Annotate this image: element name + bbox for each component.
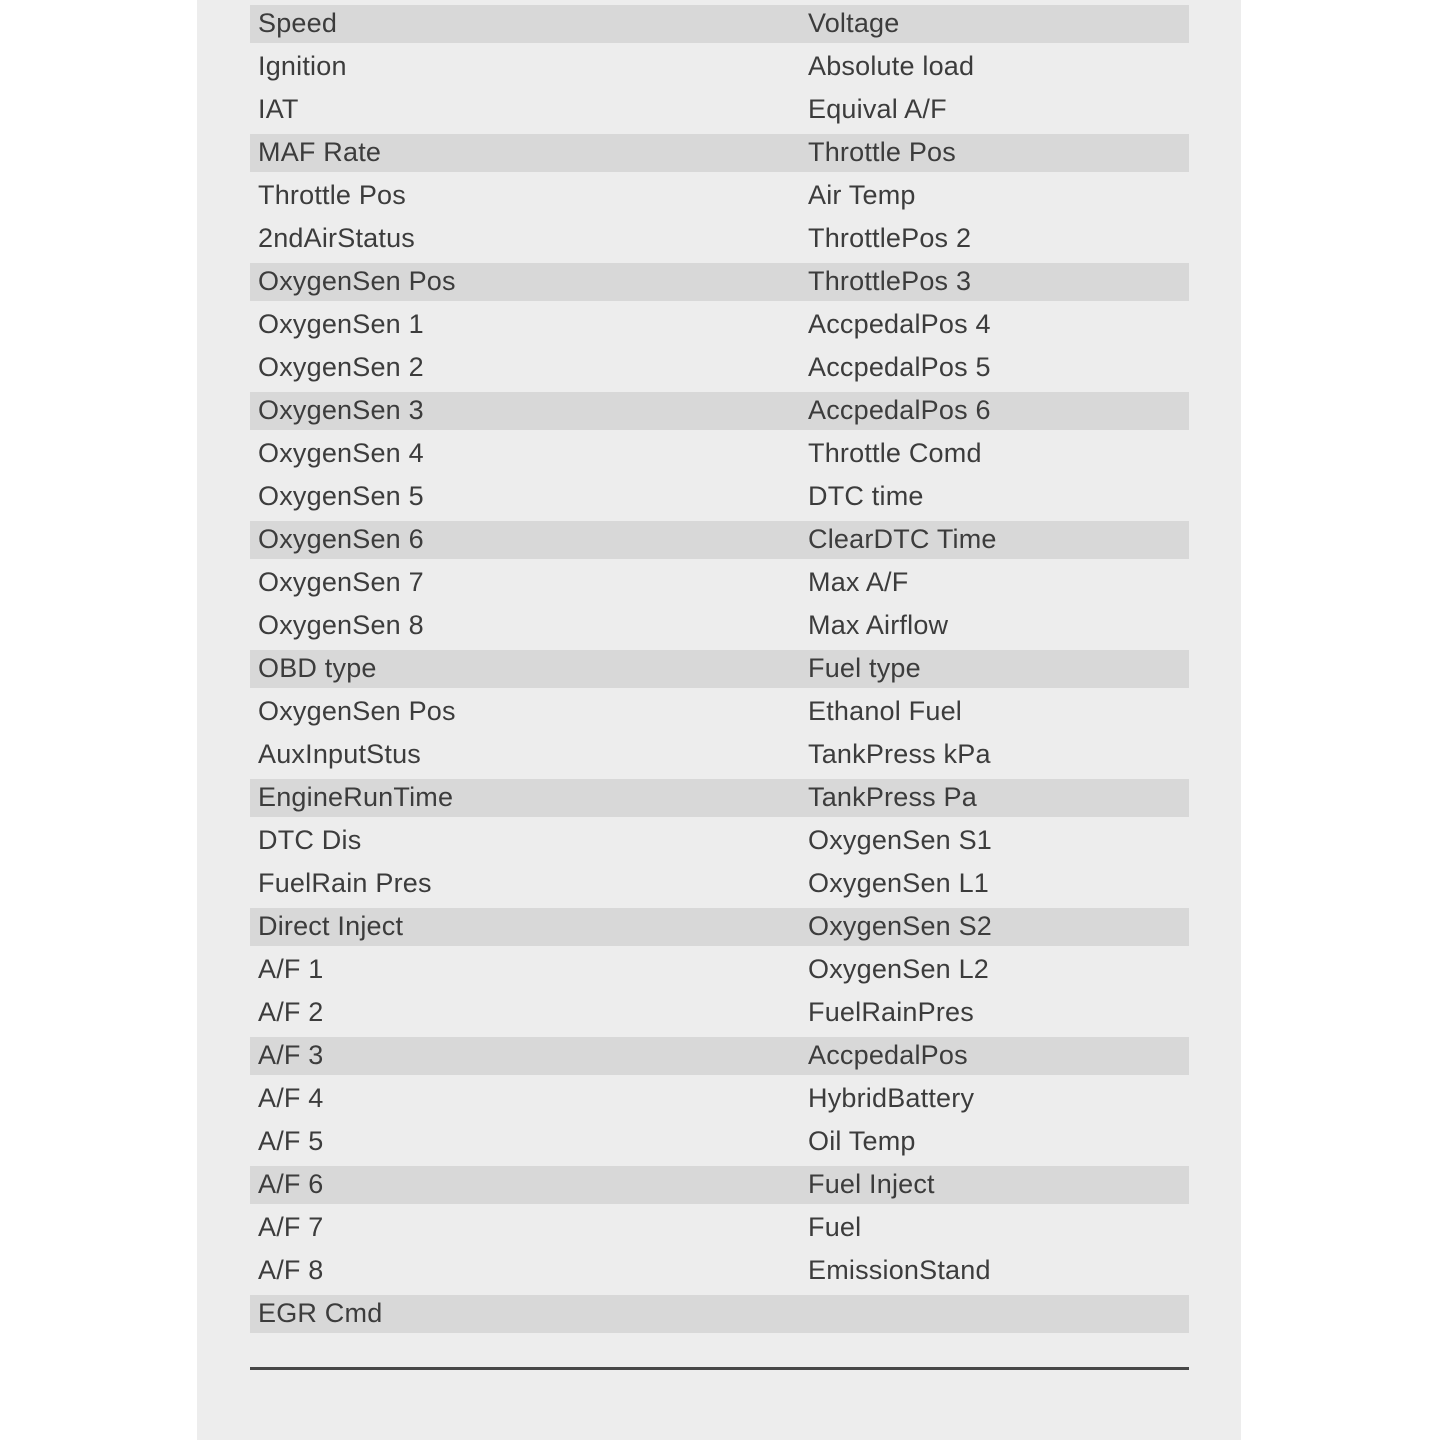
parameter-row bbox=[250, 604, 1189, 647]
parameter-item-right[interactable]: OxygenSen L1 bbox=[808, 868, 990, 898]
parameter-item-left[interactable]: Speed bbox=[258, 8, 338, 38]
parameter-item-right[interactable]: OxygenSen S2 bbox=[808, 911, 993, 941]
parameter-item-right[interactable]: TankPress kPa bbox=[808, 739, 991, 769]
parameter-item-left[interactable]: OxygenSen 2 bbox=[258, 352, 424, 382]
parameter-item-right[interactable]: DTC time bbox=[808, 481, 924, 511]
parameter-item-left[interactable]: A/F 2 bbox=[258, 997, 324, 1027]
parameter-item-left[interactable]: A/F 8 bbox=[258, 1255, 324, 1285]
parameter-item-left[interactable]: A/F 1 bbox=[258, 954, 324, 984]
parameter-item-right[interactable]: Max Airflow bbox=[808, 610, 949, 640]
parameter-row bbox=[250, 475, 1189, 518]
parameter-item-right[interactable]: ClearDTC Time bbox=[808, 524, 997, 554]
bottom-divider bbox=[250, 1367, 1189, 1370]
parameter-item-right[interactable]: OxygenSen L2 bbox=[808, 954, 990, 984]
parameter-row bbox=[250, 303, 1189, 346]
parameter-row bbox=[250, 991, 1189, 1034]
parameter-item-left[interactable]: FuelRain Pres bbox=[258, 868, 432, 898]
parameter-item-left[interactable]: EngineRunTime bbox=[258, 782, 454, 812]
parameter-item-left[interactable]: A/F 3 bbox=[258, 1040, 324, 1070]
parameter-item-left[interactable]: OxygenSen 7 bbox=[258, 567, 424, 597]
parameter-item-right[interactable]: Throttle Comd bbox=[808, 438, 982, 468]
parameter-row bbox=[250, 88, 1189, 131]
parameter-item-left[interactable]: OxygenSen 1 bbox=[258, 309, 424, 339]
parameter-item-right[interactable]: HybridBattery bbox=[808, 1083, 975, 1113]
parameter-row bbox=[250, 432, 1189, 475]
parameter-row bbox=[250, 131, 1189, 174]
parameter-item-left[interactable]: OxygenSen 8 bbox=[258, 610, 424, 640]
parameter-item-right[interactable]: ThrottlePos 3 bbox=[808, 266, 972, 296]
parameter-row bbox=[250, 217, 1189, 260]
parameter-item-left[interactable]: OxygenSen 6 bbox=[258, 524, 424, 554]
parameter-item-left[interactable]: DTC Dis bbox=[258, 825, 362, 855]
parameter-item-left[interactable]: 2ndAirStatus bbox=[258, 223, 415, 253]
parameter-item-left[interactable]: A/F 4 bbox=[258, 1083, 324, 1113]
parameter-item-left[interactable]: AuxInputStus bbox=[258, 739, 422, 769]
parameter-item-left[interactable]: OxygenSen Pos bbox=[258, 266, 456, 296]
parameter-row bbox=[250, 1163, 1189, 1206]
parameter-row bbox=[250, 905, 1189, 948]
parameter-item-right[interactable]: Absolute load bbox=[808, 51, 975, 81]
parameter-item-left[interactable]: A/F 5 bbox=[258, 1126, 324, 1156]
parameter-item-right[interactable]: AccpedalPos bbox=[808, 1040, 968, 1070]
parameter-row bbox=[250, 2, 1189, 45]
parameter-row bbox=[250, 518, 1189, 561]
parameter-item-right[interactable]: Voltage bbox=[808, 8, 900, 38]
parameter-item-right[interactable]: AccpedalPos 5 bbox=[808, 352, 991, 382]
parameter-item-right[interactable]: AccpedalPos 6 bbox=[808, 395, 991, 425]
parameter-row bbox=[250, 260, 1189, 303]
parameter-item-right[interactable]: Fuel type bbox=[808, 653, 921, 683]
parameter-item-left[interactable]: IAT bbox=[258, 94, 299, 124]
parameter-item-right[interactable]: Max A/F bbox=[808, 567, 909, 597]
parameter-row bbox=[250, 647, 1189, 690]
parameter-row bbox=[250, 389, 1189, 432]
parameter-item-right[interactable]: TankPress Pa bbox=[808, 782, 977, 812]
parameter-item-right[interactable]: Fuel bbox=[808, 1212, 862, 1242]
parameter-row bbox=[250, 690, 1189, 733]
parameter-item-left[interactable]: A/F 6 bbox=[258, 1169, 324, 1199]
parameter-item-right[interactable]: Equival A/F bbox=[808, 94, 947, 124]
parameter-item-left[interactable]: Ignition bbox=[258, 51, 347, 81]
parameter-item-right[interactable]: FuelRainPres bbox=[808, 997, 974, 1027]
parameter-item-right[interactable]: Throttle Pos bbox=[808, 137, 956, 167]
parameter-item-right[interactable]: Fuel Inject bbox=[808, 1169, 935, 1199]
parameter-row bbox=[250, 776, 1189, 819]
parameter-item-right[interactable]: OxygenSen S1 bbox=[808, 825, 993, 855]
parameter-row bbox=[250, 346, 1189, 389]
parameter-item-left[interactable]: A/F 7 bbox=[258, 1212, 324, 1242]
parameter-row bbox=[250, 45, 1189, 88]
parameter-item-right[interactable]: Ethanol Fuel bbox=[808, 696, 962, 726]
parameter-row bbox=[250, 733, 1189, 776]
parameter-item-right[interactable]: EmissionStand bbox=[808, 1255, 991, 1285]
parameter-item-right[interactable]: Oil Temp bbox=[808, 1126, 916, 1156]
parameter-item-left[interactable]: Direct Inject bbox=[258, 911, 404, 941]
parameter-row bbox=[250, 1206, 1189, 1249]
parameter-row bbox=[250, 561, 1189, 604]
parameter-row bbox=[250, 174, 1189, 217]
parameter-item-left[interactable]: MAF Rate bbox=[258, 137, 382, 167]
parameter-item-left[interactable]: OBD type bbox=[258, 653, 377, 683]
parameter-list bbox=[250, 2, 1189, 1335]
parameter-item-left[interactable]: OxygenSen 5 bbox=[258, 481, 424, 511]
parameter-item-right[interactable]: AccpedalPos 4 bbox=[808, 309, 991, 339]
parameter-row bbox=[250, 1292, 1189, 1335]
parameter-item-right[interactable]: Air Temp bbox=[808, 180, 916, 210]
parameter-row bbox=[250, 819, 1189, 862]
parameter-item-left[interactable]: OxygenSen Pos bbox=[258, 696, 456, 726]
parameter-item-right[interactable]: ThrottlePos 2 bbox=[808, 223, 972, 253]
parameter-item-right[interactable] bbox=[808, 1295, 1189, 1333]
parameter-row bbox=[250, 948, 1189, 991]
parameter-row bbox=[250, 1034, 1189, 1077]
parameter-row bbox=[250, 1077, 1189, 1120]
parameter-row bbox=[250, 862, 1189, 905]
parameter-item-left[interactable]: OxygenSen 4 bbox=[258, 438, 424, 468]
parameter-item-left[interactable]: Throttle Pos bbox=[258, 180, 406, 210]
parameter-panel bbox=[197, 0, 1241, 1440]
parameter-row bbox=[250, 1249, 1189, 1292]
parameter-item-left[interactable]: OxygenSen 3 bbox=[258, 395, 424, 425]
parameter-row bbox=[250, 1120, 1189, 1163]
parameter-item-left[interactable]: EGR Cmd bbox=[258, 1298, 383, 1328]
